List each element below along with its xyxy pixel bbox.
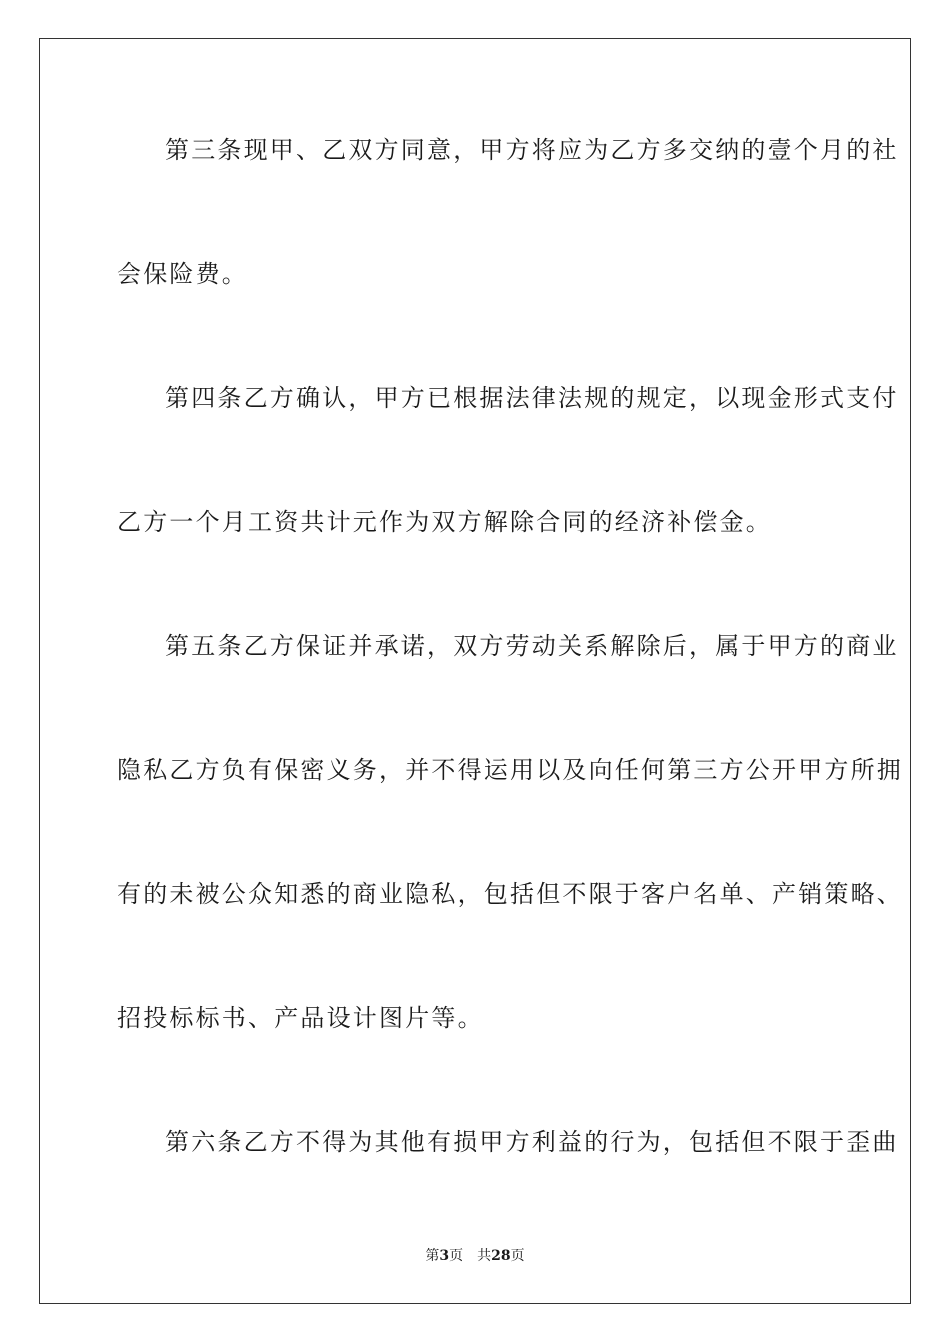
- page-suffix: 页: [449, 1248, 464, 1264]
- page-footer: [0, 1246, 950, 1266]
- page-border: [39, 38, 911, 1304]
- article-4-line-1: 第四条乙方确认，甲方已根据法律法规的规定，以现金形式支付: [165, 384, 899, 412]
- page-prefix: 第: [425, 1248, 440, 1264]
- total-suffix: 页: [510, 1248, 525, 1264]
- article-6-line-1: 第六条乙方不得为其他有损甲方利益的行为，包括但不限于歪曲: [165, 1128, 899, 1156]
- article-5-line-2: 隐私乙方负有保密义务，并不得运用以及向任何第三方公开甲方所拥: [117, 756, 903, 784]
- article-3-line-2: 会保险费。: [117, 260, 248, 288]
- article-5-line-4: 招投标标书、产品设计图片等。: [117, 1004, 484, 1032]
- total-pages: 28: [491, 1248, 511, 1264]
- page-number: 3: [439, 1248, 450, 1264]
- total-prefix: 共: [477, 1248, 492, 1264]
- article-5-line-3: 有的未被公众知悉的商业隐私，包括但不限于客户名单、产销策略、: [117, 880, 903, 908]
- article-4-line-2: 乙方一个月工资共计元作为双方解除合同的经济补偿金。: [117, 508, 772, 536]
- article-5-line-1: 第五条乙方保证并承诺，双方劳动关系解除后，属于甲方的商业: [165, 632, 899, 660]
- article-3-line-1: 第三条现甲、乙双方同意，甲方将应为乙方多交纳的壹个月的社: [165, 136, 899, 164]
